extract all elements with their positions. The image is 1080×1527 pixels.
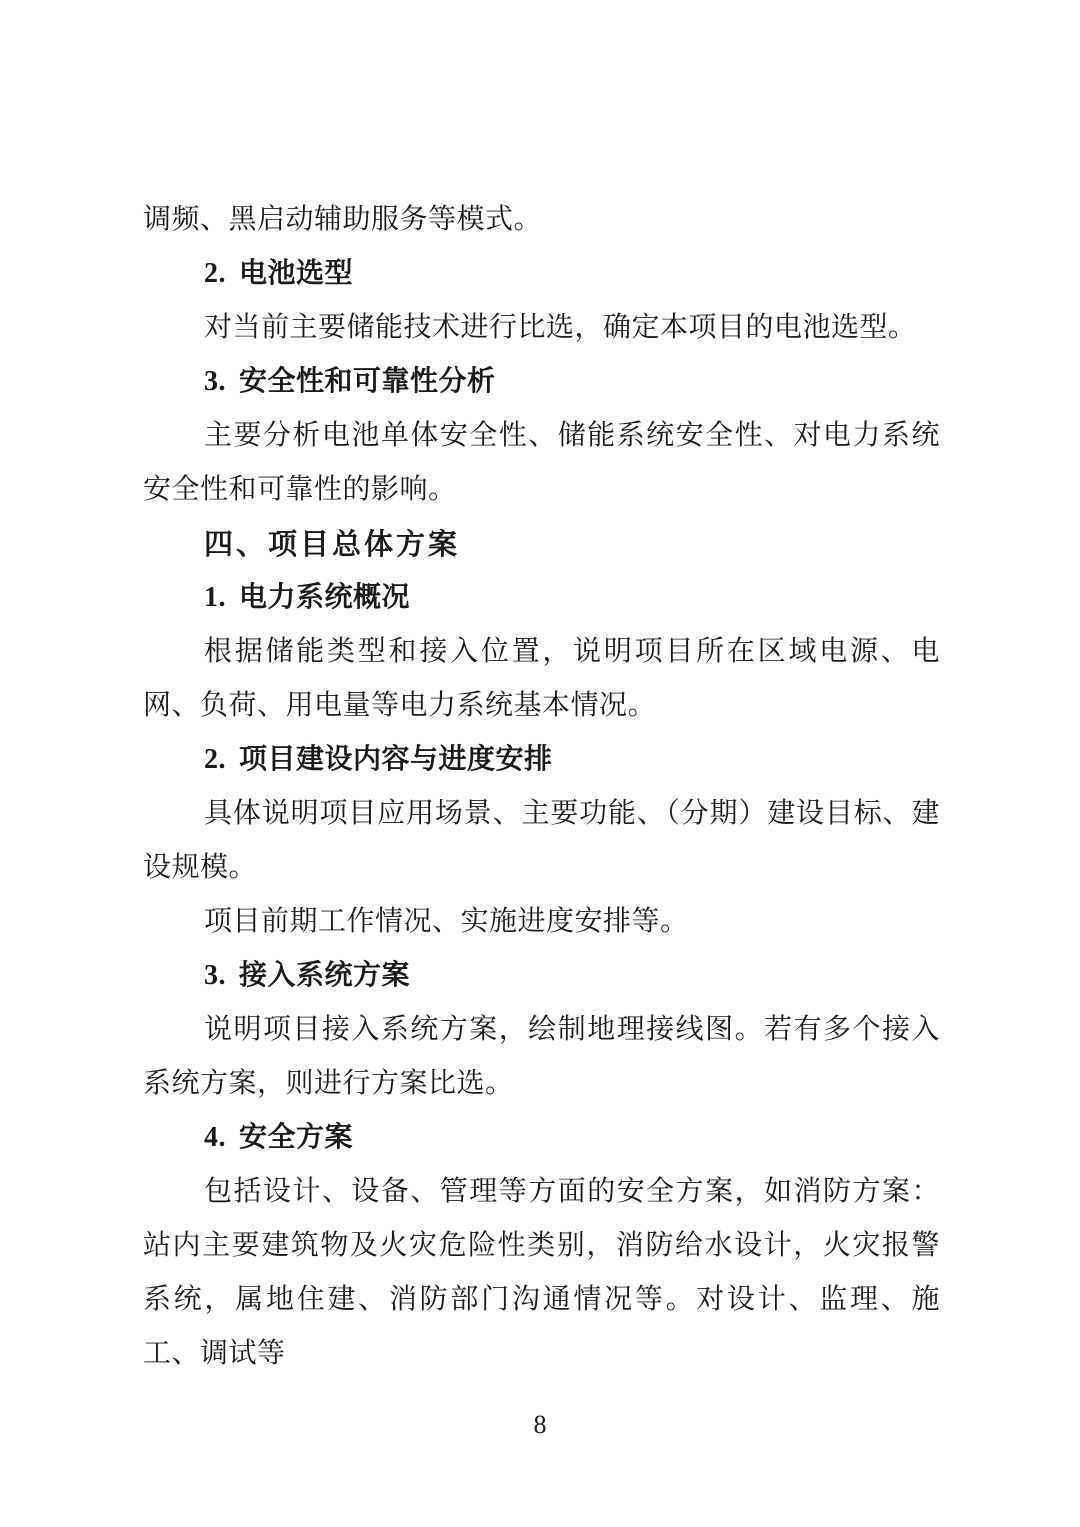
heading-label: 电池选型 [239,258,354,289]
heading-number: 3. [204,960,226,991]
paragraph: 说明项目接入系统方案，绘制地理接线图。若有多个接入系统方案，则进行方案比选。 [143,1014,940,1099]
paragraph: 包括设计、设备、管理等方面的安全方案，如消防方案：站内主要建筑物及火灾危险性类别，消防给水设计，火灾报警系统，属地住建、消防部门沟通情况等。对设计、监理、施工、调试等 [143,1176,940,1369]
paragraph: 具体说明项目应用场景、主要功能、（分期）建设目标、建设规模。 [143,798,940,883]
paragraph: 项目前期工作情况、实施进度安排等。 [204,906,689,937]
section-heading [143,571,940,625]
paragraph: 对当前主要储能技术进行比选，确定本项目的电池选型。 [204,312,917,343]
section-heading [143,355,940,409]
heading-number: 4. [204,1122,226,1153]
heading-number: 2. [204,258,226,289]
chapter-heading: 四、项目总体方案 [204,527,461,561]
heading-number: 3. [204,366,226,397]
paragraph: 调频、黑启动辅助服务等模式。 [143,204,543,235]
heading-label: 项目建设内容与进度安排 [239,744,553,775]
heading-label: 安全性和可靠性分析 [239,366,496,397]
paragraph: 主要分析电池单体安全性、储能系统安全性、对电力系统安全性和可靠性的影响。 [143,420,940,505]
heading-label: 接入系统方案 [239,960,411,991]
heading-label: 电力系统概况 [239,582,411,613]
section-heading [143,949,940,1003]
section-heading [143,247,940,301]
paragraph: 根据储能类型和接入位置，说明项目所在区域电源、电网、负荷、用电量等电力系统基本情况。 [143,636,940,721]
heading-label: 安全方案 [239,1122,354,1153]
heading-number: 1. [204,582,226,613]
page-footer [0,1408,1080,1442]
page-number: 8 [533,1410,547,1439]
section-heading [143,1111,940,1165]
heading-number: 2. [204,744,226,775]
document-body [143,193,940,1381]
section-heading [143,733,940,787]
